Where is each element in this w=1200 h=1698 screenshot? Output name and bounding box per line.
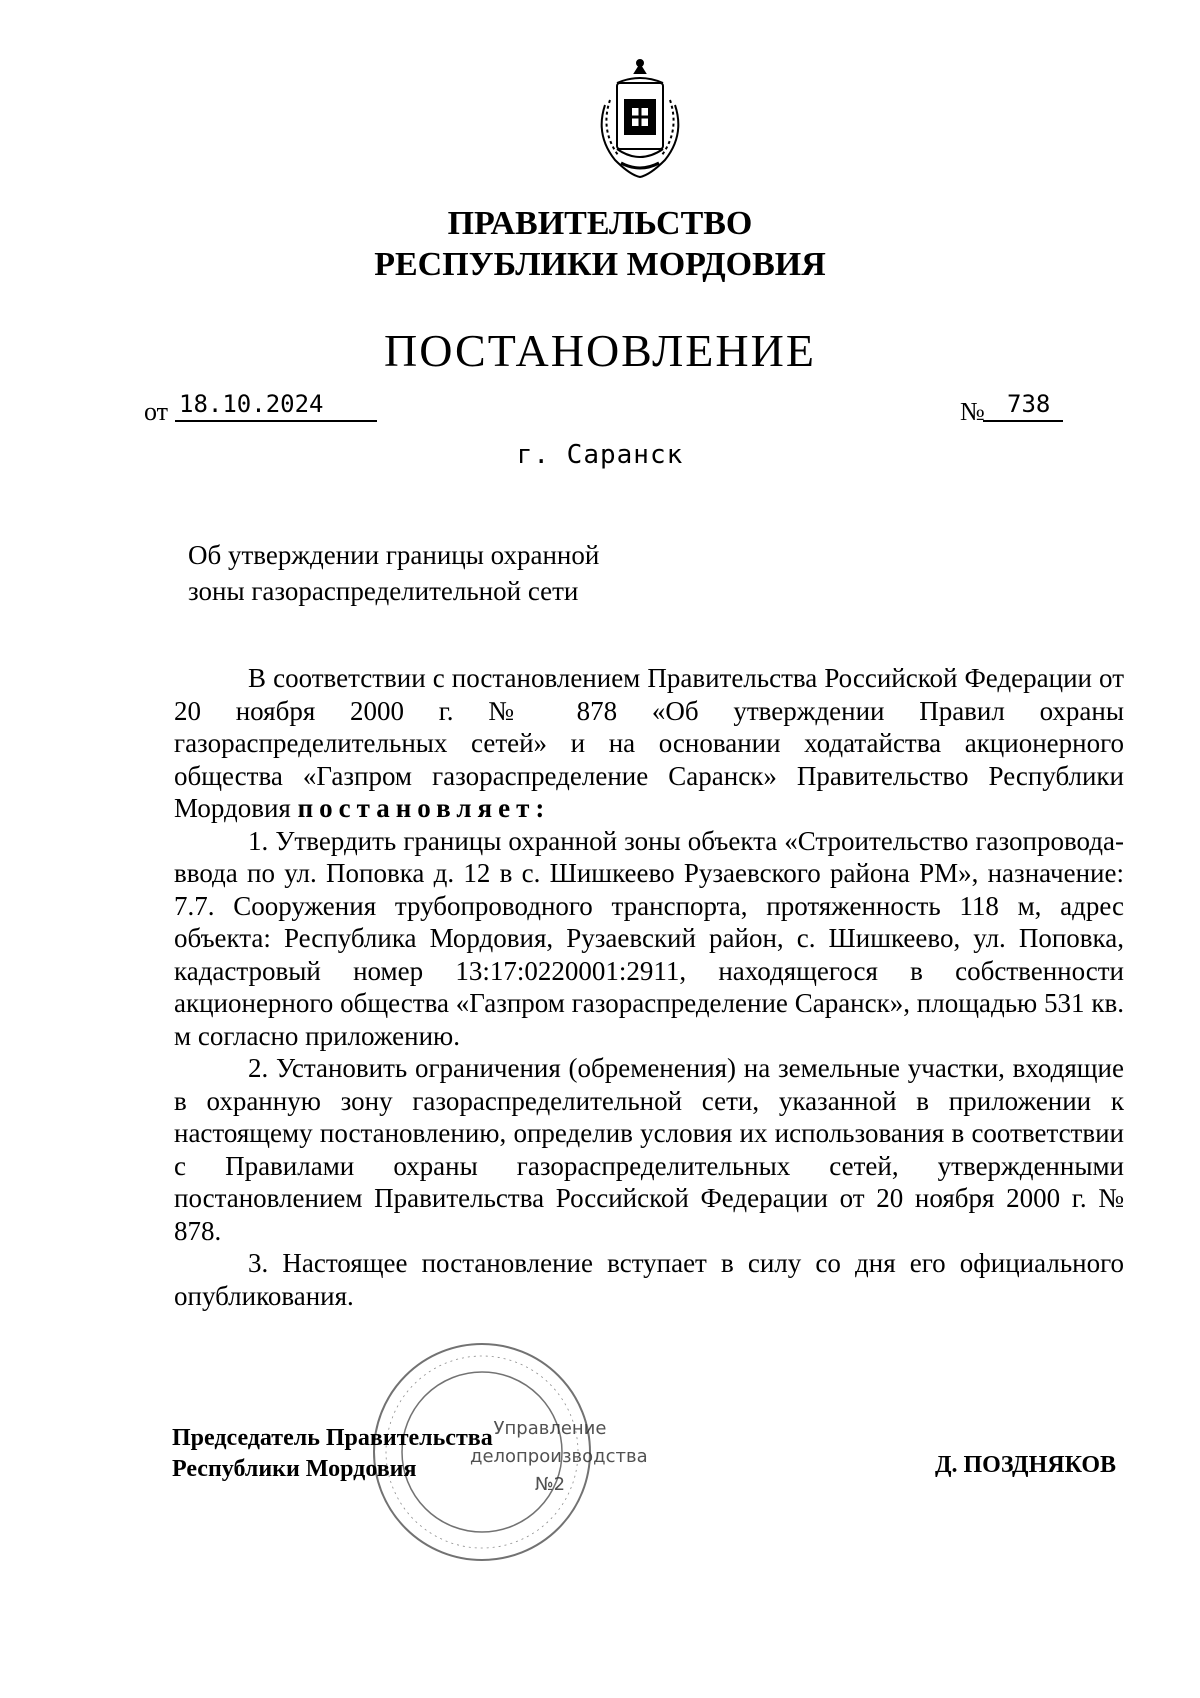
organization-name-line2: РЕСПУБЛИКИ МОРДОВИЯ [374,246,826,283]
number-label: № [960,397,985,426]
item-1: 1. Утвердить границы охранной зоны объекта «Строительство газопровода-ввода по ул. Поповка д. 12 в с. Шишкеево Рузаевского района РМ», назначение: 7.7. Сооружения трубопроводного транспорта, протяженность 118 м, адрес объекта: Республика Мордовия, Рузаевский район, с. Шишкеево, ул. Поповка, кадастровый номер 13:17:0220001:2911, находящегося в собственности акционерного общества «Газпром газораспределение Саранск», площадью 531 кв. м согласно приложению. [174,825,1124,1051]
intro-paragraph [174,662,1124,825]
item-2: 2. Установить ограничения (обременения) на земельные участки, входящие в охранную зону газораспределительной сети, указанной в приложении к настоящему постановлению, определив условия их использования в соответствии с Правилами охраны газораспределительных сетей, утвержденными постановлением Правительства Российской Федерации от 20 ноября 2000 г. № 878. [174,1053,1124,1246]
document-body [174,662,1124,1312]
coat-of-arms-emblem [585,55,695,185]
organization-name-line1: ПРАВИТЕЛЬСТВО [447,205,753,242]
item-3: 3. Настоящее постановление вступает в силу со дня его официального опубликования. [174,1248,1124,1311]
stamp-text [470,1415,648,1499]
signatory-position-line2: Республики Мордовия [172,1456,417,1482]
signatory-name: Д. ПОЗДНЯКОВ [935,1452,1117,1478]
document-subject [188,537,688,609]
document-date: 18.10.2024 [175,388,377,422]
stamp-line1: Управление [493,1418,607,1439]
city-name: г. Саранск [516,440,684,470]
subject-line1: Об утверждении границы охранной [188,540,600,570]
intro-text: В соответствии с постановлением Правительства Российской Федерации от 20 ноября 2000 г. № 878 «Об утверждении Правил охраны газораспределительных сетей» и на основании ходатайства акционерного общества «Газпром газораспределение Саранск» Правительство Республики Мордовия [174,663,1124,823]
stamp-line3: №2 [534,1474,566,1495]
signatory-position-line1: Председатель Правительства [172,1425,493,1451]
document-type-title: ПОСТАНОВЛЕНИЕ [384,325,816,376]
stamp-line2: делопроизводства [470,1446,648,1467]
date-label: от [144,397,169,426]
decree-word: постановляет: [297,793,551,823]
signatory-position [172,1423,493,1485]
subject-line2: зоны газораспределительной сети [188,576,579,606]
document-number: 738 [983,388,1063,422]
